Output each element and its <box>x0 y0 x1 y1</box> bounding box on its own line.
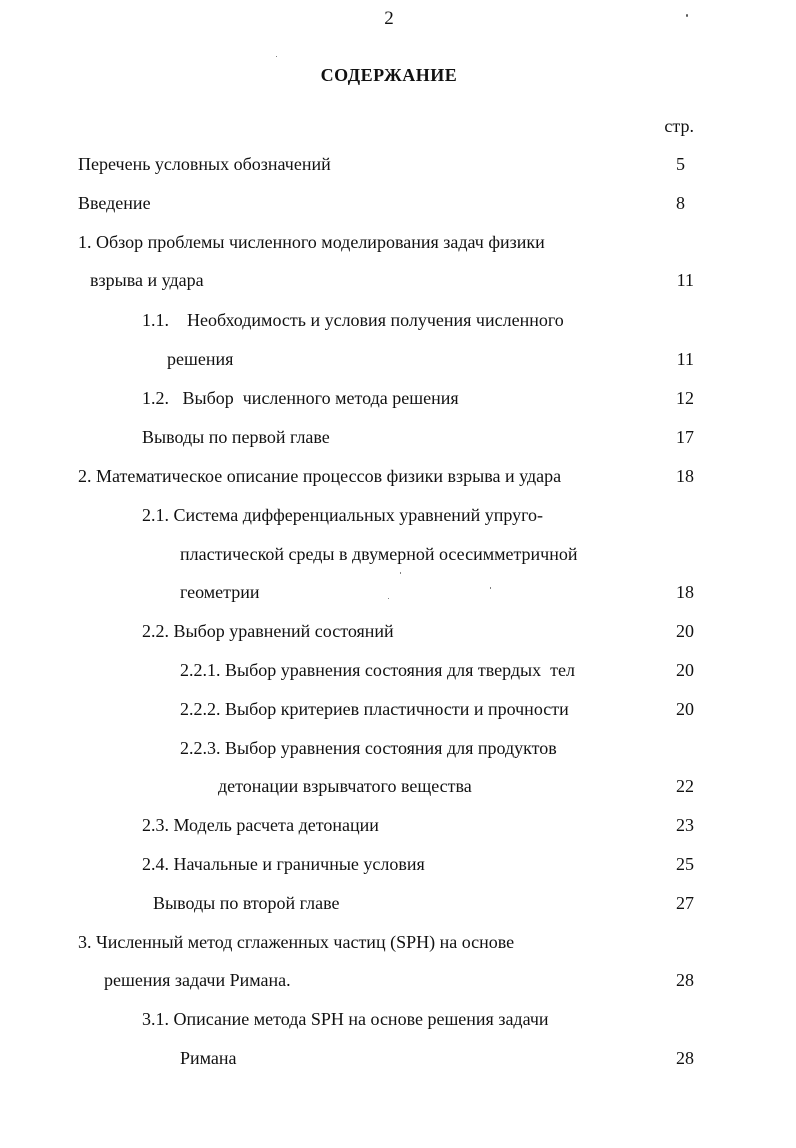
toc-entry-page: 20 <box>676 621 694 641</box>
toc-entry-text: 2.2.3. Выбор уравнения состояния для продуктов <box>180 738 557 758</box>
toc-entry-text: Выводы по второй главе <box>153 893 340 913</box>
toc-entry-page: 23 <box>676 815 694 835</box>
scan-speck <box>276 56 277 57</box>
toc-entry-text: 2.2.2. Выбор критериев пластичности и прочности <box>180 699 569 719</box>
toc-entry-text: решения <box>167 349 234 369</box>
toc-entry-page: 17 <box>676 427 694 447</box>
toc-entry-text: детонации взрывчатого вещества <box>218 776 472 796</box>
toc-entry-page: 22 <box>676 776 694 796</box>
toc-entry-page: 18 <box>676 582 694 602</box>
scan-speck <box>490 587 491 589</box>
toc-entry-text: Введение <box>78 193 151 213</box>
toc-entry-text: Выводы по первой главе <box>142 427 330 447</box>
toc-entry-text: 3.1. Описание метода SPH на основе решения задачи <box>142 1009 549 1029</box>
page-number: 2 <box>384 8 394 29</box>
toc-entry-page: 11 <box>676 349 694 369</box>
toc-entry-text: 3. Численный метод сглаженных частиц (SPH) на основе <box>78 932 515 952</box>
toc-entry-page: 27 <box>676 893 694 913</box>
toc-entry-page: 28 <box>676 970 694 990</box>
toc-entry-text: пластической среды в двумерной осесимметричной <box>180 544 578 564</box>
toc-entry-page: 5 <box>676 154 685 174</box>
toc-entry-text: решения задачи Римана. <box>104 970 291 990</box>
toc-entry-text: Римана <box>180 1048 237 1068</box>
toc-entry-page: 11 <box>676 270 694 290</box>
toc-entry-page: 28 <box>676 1048 694 1068</box>
toc-title: СОДЕРЖАНИЕ <box>320 65 458 85</box>
toc-entry-text: 2.3. Модель расчета детонации <box>142 815 379 835</box>
page-column-label: стр. <box>664 116 694 136</box>
toc-entry-page: 12 <box>676 388 694 408</box>
toc-entry-page: 20 <box>676 660 694 680</box>
toc-entry-text: 2.2. Выбор уравнений состояний <box>142 621 394 641</box>
scan-speck <box>686 14 688 17</box>
scan-speck <box>400 572 401 574</box>
toc-entry-text: 1. Обзор проблемы численного моделирования задач физики <box>78 232 545 252</box>
toc-entry-text: взрыва и удара <box>90 270 204 290</box>
toc-entry-page: 25 <box>676 854 694 874</box>
toc-entry-text: 1.1. Необходимость и условия получения численного <box>142 310 564 330</box>
toc-entry-text: геометрии <box>180 582 260 602</box>
toc-entry-page: 20 <box>676 699 694 719</box>
toc-entry-page: 18 <box>676 466 694 486</box>
toc-entry-text: 2.4. Начальные и граничные условия <box>142 854 425 874</box>
toc-entry-text: 1.2. Выбор численного метода решения <box>142 388 459 408</box>
scan-speck <box>388 598 389 599</box>
toc-entry-page: 8 <box>676 193 685 213</box>
toc-entry-text: 2. Математическое описание процессов физики взрыва и удара <box>78 466 562 486</box>
toc-entry-text: 2.1. Система дифференциальных уравнений упруго- <box>142 505 544 525</box>
toc-entry-text: Перечень условных обозначений <box>78 154 331 174</box>
toc-entry-text: 2.2.1. Выбор уравнения состояния для твердых тел <box>180 660 575 680</box>
